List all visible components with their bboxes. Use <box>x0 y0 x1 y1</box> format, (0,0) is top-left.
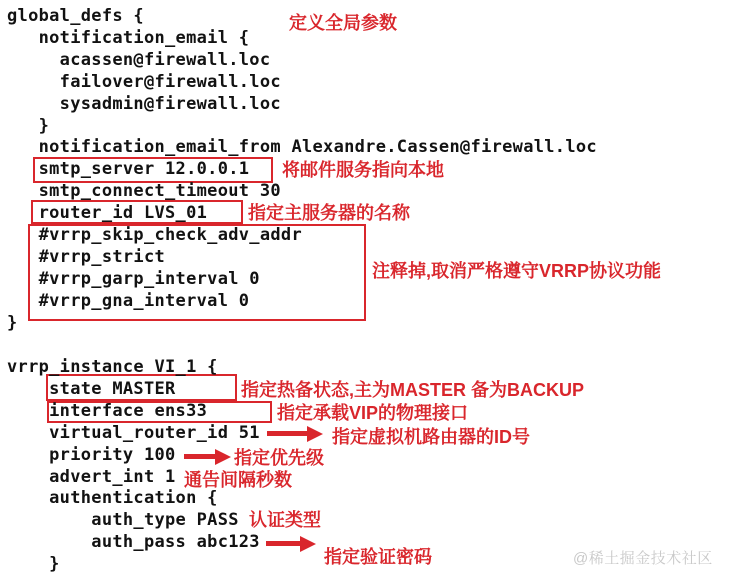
code-line-vrrp-skip-check-adv-addr: #vrrp_skip_check_adv_addr <box>7 225 302 245</box>
annotation-global-defs: 定义全局参数 <box>289 13 397 33</box>
code-line-smtp-server: smtp_server 12.0.0.1 <box>7 159 250 179</box>
code-line-notification-email-open: notification_email { <box>7 28 250 48</box>
code-line-email-acassen: acassen@firewall.loc <box>7 50 271 70</box>
code-line-smtp-connect-timeout: smtp_connect_timeout 30 <box>7 181 281 201</box>
code-line-router-id: router_id LVS_01 <box>7 203 208 223</box>
annotation-virtual-router-id: 指定虚拟机路由器的ID号 <box>332 427 530 447</box>
code-line-advert-int: advert_int 1 <box>7 467 176 487</box>
arrow-priority <box>184 454 215 459</box>
annotation-smtp-server: 将邮件服务指向本地 <box>282 160 444 180</box>
annotation-auth-pass: 指定验证密码 <box>324 547 432 567</box>
code-line-email-failover: failover@firewall.loc <box>7 72 281 92</box>
code-line-vrrp-gna-interval: #vrrp_gna_interval 0 <box>7 291 250 311</box>
annotation-state: 指定热备状态,主为MASTER 备为BACKUP <box>241 380 585 400</box>
annotation-router-id: 指定主服务器的名称 <box>248 203 410 223</box>
code-line-global-defs-close: } <box>7 313 18 333</box>
code-line-priority: priority 100 <box>7 445 176 465</box>
code-line-vrrp-strict: #vrrp_strict <box>7 247 166 267</box>
arrow-virtual-router-id <box>267 431 307 436</box>
code-line-auth-pass: auth_pass abc123 <box>7 532 260 552</box>
annotation-advert-int: 通告间隔秒数 <box>184 470 292 490</box>
code-line-authentication-close: } <box>7 554 60 574</box>
code-line-notification-email-close: } <box>7 116 50 136</box>
code-line-virtual-router-id: virtual_router_id 51 <box>7 423 260 443</box>
annotation-priority: 指定优先级 <box>234 448 324 468</box>
code-line-vrrp-garp-interval: #vrrp_garp_interval 0 <box>7 269 260 289</box>
code-line-email-sysadmin: sysadmin@firewall.loc <box>7 94 281 114</box>
arrow-auth-pass <box>266 541 300 546</box>
annotation-interface: 指定承载VIP的物理接口 <box>277 403 469 423</box>
code-line-interface: interface ens33 <box>7 401 208 421</box>
annotation-auth-type: 认证类型 <box>249 510 321 530</box>
annotation-vrrp-strict-block: 注释掉,取消严格遵守VRRP协议功能 <box>372 261 662 281</box>
code-line-vrrp-instance-open: vrrp_instance VI_1 { <box>7 357 218 377</box>
code-line-notification-email-from: notification_email_from Alexandre.Cassen@firewall.loc <box>7 137 597 157</box>
code-line-global-defs-open: global_defs { <box>7 6 144 26</box>
watermark: @稀土掘金技术社区 <box>573 550 713 567</box>
code-line-auth-type: auth_type PASS <box>7 510 239 530</box>
code-line-authentication-open: authentication { <box>7 488 218 508</box>
code-line-state: state MASTER <box>7 379 176 399</box>
